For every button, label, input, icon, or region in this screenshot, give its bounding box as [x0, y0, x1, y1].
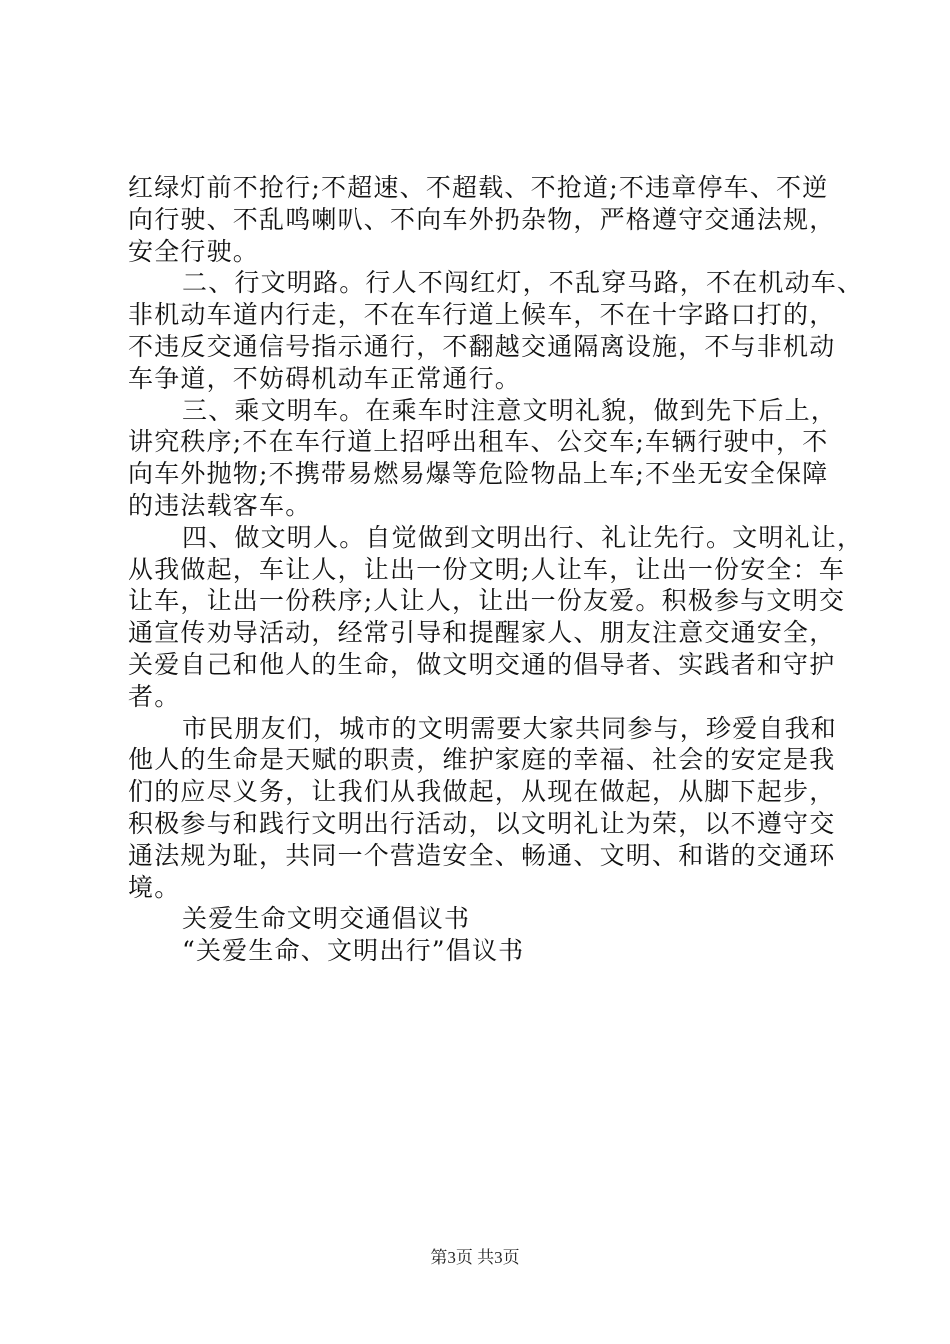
document-title-line: “关爱生命、文明出行”倡议书 [182, 936, 525, 966]
text-line: 积极参与和践行文明出行活动，以文明礼让为荣，以不遵守交 [128, 808, 836, 838]
text-line: 让车，让出一份秩序;人让人，让出一份友爱。积极参与文明交 [128, 586, 846, 616]
text-line: 红绿灯前不抢行;不超速、不超载、不抢道;不违章停车、不逆 [128, 173, 829, 202]
text-line: 的违法载客车。 [128, 490, 312, 520]
text-line: 者。 [128, 681, 181, 711]
page-number-footer: 第3页 共3页 [430, 1248, 520, 1267]
text-line: 们的应尽义务，让我们从我做起，从现在做起，从脚下起步， [128, 777, 836, 807]
text-line: 从我做起，车让人，让出一份文明;人让车，让出一份安全：车 [128, 554, 846, 584]
paragraph-start-line: 市民朋友们，城市的文明需要大家共同参与，珍爱自我和 [182, 713, 838, 743]
text-line: 通宣传劝导活动，经常引导和提醒家人、朋友注意交通安全， [128, 618, 836, 648]
document-title-line: 关爱生命文明交通倡议书 [182, 904, 471, 934]
text-line: 向行驶、不乱鸣喇叭、不向车外扔杂物，严格遵守交通法规， [128, 204, 836, 234]
text-line: 安全行驶。 [128, 236, 260, 266]
text-line: 车争道，不妨碍机动车正常通行。 [128, 363, 522, 393]
paragraph-start-line: 四、做文明人。自觉做到文明出行、礼让先行。文明礼让， [182, 522, 864, 552]
text-line: 不违反交通信号指示通行，不翻越交通隔离设施，不与非机动 [128, 331, 836, 361]
text-line: 境。 [128, 872, 181, 902]
text-line: 通法规为耻，共同一个营造安全、畅通、文明、和谐的交通环 [128, 840, 836, 870]
paragraph-start-line: 二、行文明路。行人不闯红灯，不乱穿马路，不在机动车、 [182, 268, 864, 298]
text-line: 向车外抛物;不携带易燃易爆等危险物品上车;不坐无安全保障 [128, 459, 829, 489]
text-line: 他人的生命是天赋的职责，维护家庭的幸福、社会的安定是我 [128, 745, 836, 775]
document-body [128, 172, 864, 967]
paragraph-start-line: 三、乘文明车。在乘车时注意文明礼貌，做到先下后上， [182, 395, 838, 425]
text-line: 讲究秩序;不在车行道上招呼出租车、公交车;车辆行驶中，不 [128, 427, 829, 457]
text-line: 非机动车道内行走，不在车行道上候车，不在十字路口打的， [128, 300, 836, 330]
text-line: 关爱自己和他人的生命，做文明交通的倡导者、实践者和守护 [128, 649, 836, 679]
